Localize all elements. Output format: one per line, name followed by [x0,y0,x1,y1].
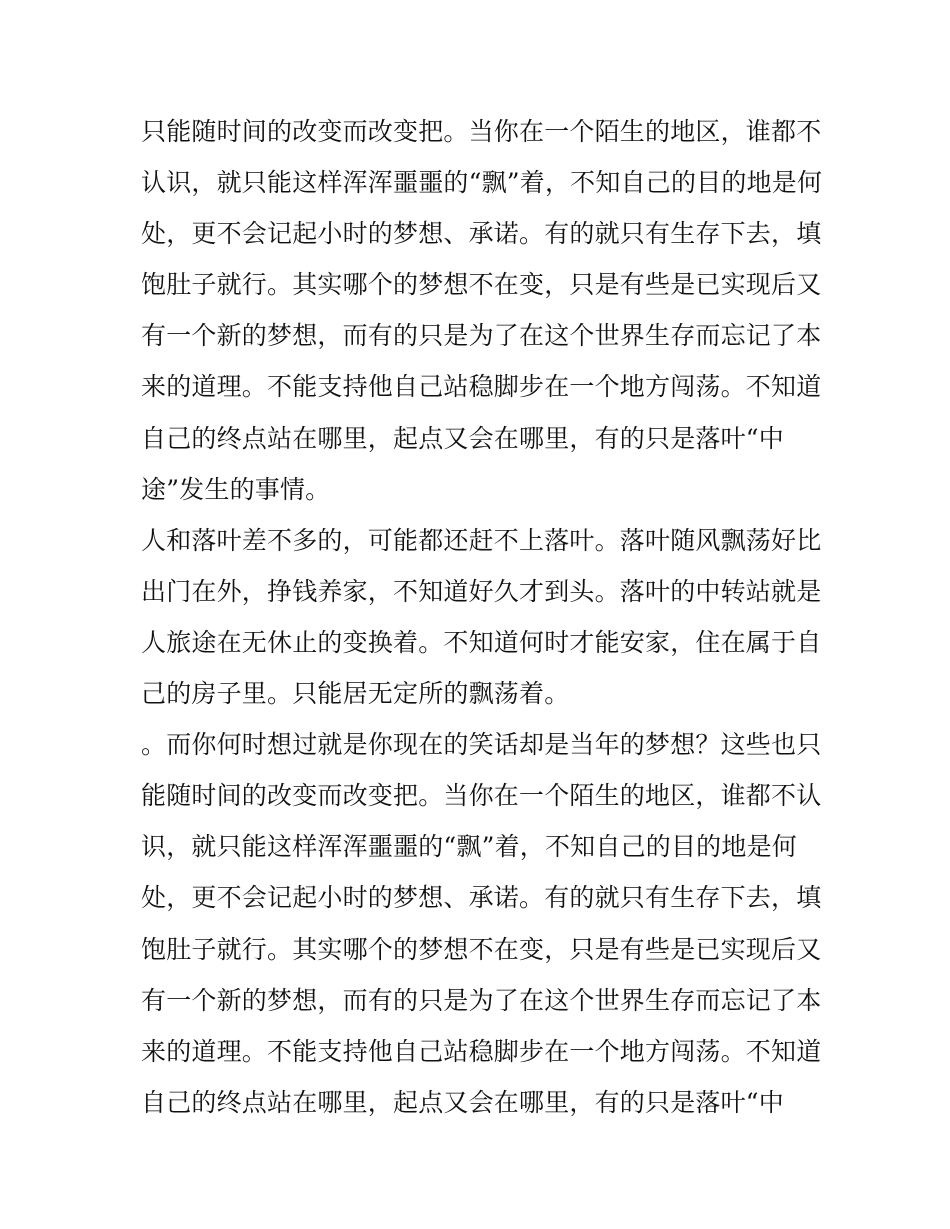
text-line: 来的道理。不能支持他自己站稳脚步在一个地方闯荡。不知道 [141,1036,822,1066]
text-line: 己的房子里。只能居无定所的飘荡着。 [141,679,570,709]
text-line: 途”发生的事情。 [141,474,331,504]
text-line: 来的道理。不能支持他自己站稳脚步在一个地方闯荡。不知道 [141,372,822,402]
text-line: 有一个新的梦想，而有的只是为了在这个世界生存而忘记了本 [141,321,822,351]
text-line: 有一个新的梦想，而有的只是为了在这个世界生存而忘记了本 [141,985,822,1015]
text-line: 自己的终点站在哪里，起点又会在哪里，有的只是落叶“中 [141,423,784,453]
text-line: 人旅途在无休止的变换着。不知道何时才能安家，住在属于自 [141,627,822,657]
text-line: 识，就只能这样浑浑噩噩的“飘”着，不知自己的目的地是何 [141,832,797,862]
text-line: 只能随时间的改变而改变把。当你在一个陌生的地区，谁都不 [141,117,822,146]
text-line: 自己的终点站在哪里，起点又会在哪里，有的只是落叶“中 [141,1087,784,1117]
text-line: 认识，就只能这样浑浑噩噩的“飘”着，不知自己的目的地是何 [141,168,823,198]
text-line: 处，更不会记起小时的梦想、承诺。有的就只有生存下去，填 [141,883,822,913]
text-line: 。而你何时想过就是你现在的笑话却是当年的梦想？这些也只 [141,730,822,760]
text-line: 饱肚子就行。其实哪个的梦想不在变，只是有些是已实现后又 [141,270,822,300]
text-line: 饱肚子就行。其实哪个的梦想不在变，只是有些是已实现后又 [141,934,822,964]
text-line: 处，更不会记起小时的梦想、承诺。有的就只有生存下去，填 [141,219,822,249]
text-line: 人和落叶差不多的，可能都还赶不上落叶。落叶随风飘荡好比 [141,525,822,555]
text-line: 出门在外，挣钱养家，不知道好久才到头。落叶的中转站就是 [141,576,822,606]
body-text [141,106,821,1128]
text-line: 能随时间的改变而改变把。当你在一个陌生的地区，谁都不认 [141,781,822,811]
